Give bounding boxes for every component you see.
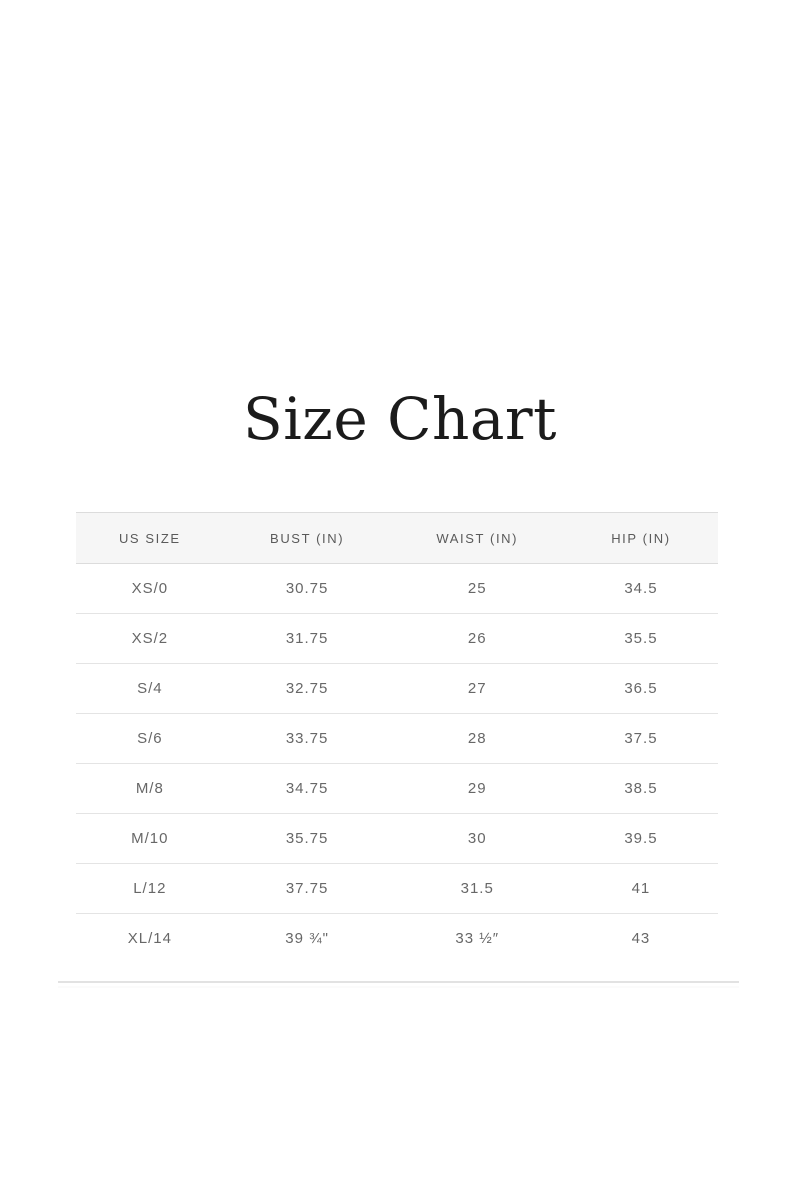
hip-value-cell: 43 <box>631 930 651 948</box>
size-label-cell: M/10 <box>76 814 224 864</box>
table-header-row <box>76 513 718 564</box>
bust-value-cell: 31.75 <box>224 614 391 664</box>
table-row <box>76 664 718 714</box>
bust-value-cell: 37.75 <box>224 864 391 914</box>
table-row <box>76 814 718 864</box>
waist-value-cell: 25 <box>391 564 564 614</box>
size-label-cell: XS/0 <box>76 564 224 614</box>
hip-value-cell: 41 <box>564 864 718 914</box>
bust-value-cell: 35.75 <box>224 814 391 864</box>
column-header-bust: BUST (IN) <box>224 513 391 564</box>
table-row <box>76 564 718 614</box>
size-label-cell: L/12 <box>76 864 224 914</box>
column-header-waist: WAIST (IN) <box>391 513 564 564</box>
waist-value-cell: 33 ½″ <box>455 930 500 948</box>
size-label-cell: XS/2 <box>76 614 224 664</box>
size-label-cell: S/4 <box>76 664 224 714</box>
table-row <box>76 714 718 764</box>
section-divider <box>58 981 739 983</box>
bust-value-cell: 30.75 <box>224 564 391 614</box>
hip-value-cell: 34.5 <box>564 564 718 614</box>
bust-value-cell: 33.75 <box>224 714 391 764</box>
table-row <box>76 914 718 964</box>
table-header <box>76 513 718 564</box>
bust-value-cell: 34.75 <box>224 764 391 814</box>
waist-value-cell: 27 <box>391 664 564 714</box>
table-row <box>76 864 718 914</box>
waist-value-cell: 29 <box>391 764 564 814</box>
size-chart-table <box>76 512 718 964</box>
hip-value-cell: 38.5 <box>564 764 718 814</box>
waist-value-cell: 26 <box>391 614 564 664</box>
page-title: Size Chart <box>243 385 557 453</box>
waist-value-cell: 28 <box>391 714 564 764</box>
bust-value-cell: 39 ¾" <box>285 930 329 948</box>
size-label-cell: S/6 <box>76 714 224 764</box>
size-chart-table-container <box>76 512 718 964</box>
column-header-us-size: US SIZE <box>76 513 224 564</box>
table-row <box>76 764 718 814</box>
size-label-cell: M/8 <box>76 764 224 814</box>
hip-value-cell: 37.5 <box>564 714 718 764</box>
size-label-cell: XL/14 <box>127 930 172 948</box>
hip-value-cell: 35.5 <box>564 614 718 664</box>
bust-value-cell: 32.75 <box>224 664 391 714</box>
waist-value-cell: 31.5 <box>391 864 564 914</box>
waist-value-cell: 30 <box>391 814 564 864</box>
table-row <box>76 614 718 664</box>
hip-value-cell: 39.5 <box>564 814 718 864</box>
hip-value-cell: 36.5 <box>564 664 718 714</box>
size-table-body <box>76 564 718 964</box>
column-header-hip: HIP (IN) <box>564 513 718 564</box>
